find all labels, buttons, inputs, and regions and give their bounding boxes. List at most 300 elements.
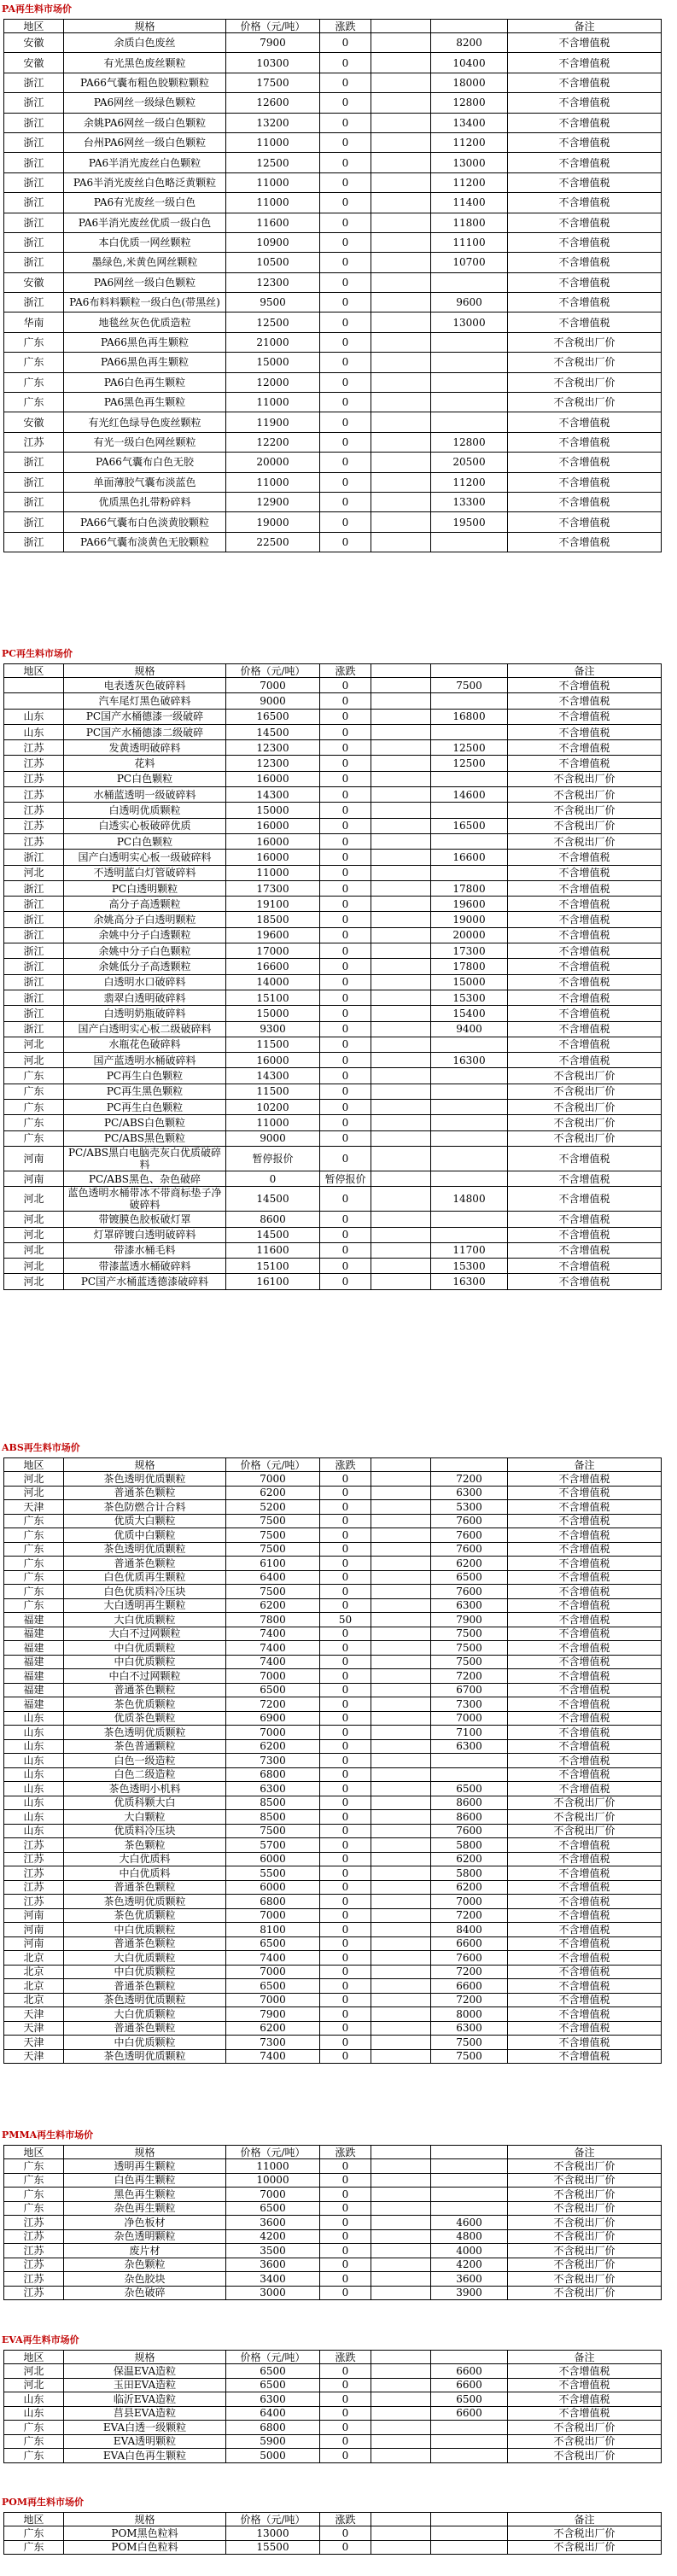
cell-gap (371, 1683, 431, 1697)
cell-change: 0 (320, 1697, 371, 1712)
cell-change: 0 (320, 927, 371, 943)
header-gap (371, 664, 431, 678)
table-row (4, 1187, 662, 1212)
cell-spec: 优质科颗大白 (64, 1796, 226, 1810)
cell-gap (371, 1697, 431, 1712)
cell-gap (371, 1068, 431, 1084)
cell-range-high: 20000 (431, 927, 508, 943)
cell-note: 不含增值税 (508, 1037, 662, 1052)
price-table (3, 2145, 662, 2300)
cell-change: 0 (320, 709, 371, 724)
table-row (4, 1472, 662, 1487)
cell-note: 不含增值税 (508, 897, 662, 912)
cell-region: 福建 (4, 1655, 64, 1669)
cell-spec: 白色再生颗粒 (64, 2173, 226, 2188)
cell-spec: 蓝色透明水桶带冰不带商标垫子净破碎料 (64, 1187, 226, 1212)
table-header-row (4, 20, 662, 33)
cell-range-high: 12500 (431, 756, 508, 771)
header-region: 地区 (4, 2513, 64, 2526)
cell-change: 0 (320, 1669, 371, 1684)
cell-gap (371, 1711, 431, 1726)
header-note: 备注 (508, 2146, 662, 2159)
cell-change: 0 (320, 693, 371, 709)
cell-price: 12600 (226, 93, 320, 113)
cell-change: 0 (320, 1227, 371, 1242)
price-table (3, 19, 662, 552)
cell-spec: 国产白透明实心板一级破碎料 (64, 850, 226, 865)
cell-range-high: 7300 (431, 1697, 508, 1712)
cell-range-high (431, 532, 508, 552)
cell-range-high (431, 1767, 508, 1782)
cell-spec: 水桶蓝透明一级破碎料 (64, 787, 226, 803)
table-row (4, 2159, 662, 2174)
cell-region: 江苏 (4, 2229, 64, 2244)
cell-change: 0 (320, 1923, 371, 1937)
cell-price: 12000 (226, 372, 320, 392)
cell-region: 北京 (4, 1951, 64, 1966)
cell-range-high (431, 1227, 508, 1242)
table-row (4, 33, 662, 53)
cell-gap (371, 833, 431, 849)
cell-range-high: 11200 (431, 472, 508, 492)
cell-note: 不含增值税 (508, 912, 662, 927)
cell-note: 不含增值税 (508, 943, 662, 959)
cell-spec: 茶色透明优质颗粒 (64, 2049, 226, 2064)
cell-range-high: 15000 (431, 974, 508, 990)
header-price: 价格（元/吨） (226, 1458, 320, 1472)
cell-range-high (431, 332, 508, 352)
cell-range-high: 7100 (431, 1726, 508, 1740)
cell-note: 不含增值税 (508, 472, 662, 492)
cell-gap (371, 272, 431, 292)
cell-note: 不含增值税 (508, 272, 662, 292)
cell-spec: 透明再生颗粒 (64, 2159, 226, 2174)
cell-spec: PC国产水桶德漆一级破碎 (64, 709, 226, 724)
cell-spec: 大白优质料 (64, 1852, 226, 1866)
table-row (4, 2421, 662, 2435)
cell-price: 19000 (226, 512, 320, 532)
cell-range-high: 7000 (431, 1711, 508, 1726)
cell-gap (371, 2272, 431, 2287)
cell-region: 江苏 (4, 787, 64, 803)
cell-change: 0 (320, 678, 371, 693)
cell-region: 浙江 (4, 293, 64, 313)
cell-price: 7500 (226, 1542, 320, 1557)
cell-change: 0 (320, 2258, 371, 2272)
cell-gap (371, 740, 431, 756)
cell-note: 不含增值税 (508, 512, 662, 532)
cell-note: 不含增值税 (508, 1923, 662, 1937)
cell-price: 3600 (226, 2216, 320, 2230)
cell-range-high: 8400 (431, 1923, 508, 1937)
table-row (4, 1838, 662, 1853)
cell-price: 14300 (226, 787, 320, 803)
cell-region: 北京 (4, 1979, 64, 1994)
cell-gap (371, 1274, 431, 1289)
cell-gap (371, 2049, 431, 2064)
cell-price: 21000 (226, 332, 320, 352)
cell-spec: 余姚中分子白透颗粒 (64, 927, 226, 943)
table-row (4, 153, 662, 172)
cell-note: 不含税出厂价 (508, 2286, 662, 2300)
cell-range-high: 12800 (431, 432, 508, 452)
cell-region: 浙江 (4, 253, 64, 272)
cell-change: 0 (320, 1472, 371, 1487)
cell-change: 0 (320, 153, 371, 172)
cell-gap (371, 1951, 431, 1966)
cell-change: 0 (320, 740, 371, 756)
cell-change: 0 (320, 1726, 371, 1740)
cell-range-high: 16600 (431, 850, 508, 865)
cell-gap (371, 1171, 431, 1186)
cell-change: 0 (320, 1641, 371, 1656)
cell-region: 河南 (4, 1923, 64, 1937)
cell-note: 不含增值税 (508, 1641, 662, 1656)
cell-change: 0 (320, 2173, 371, 2188)
cell-change: 0 (320, 33, 371, 53)
cell-gap (371, 2021, 431, 2036)
cell-gap (371, 1242, 431, 1258)
cell-note: 不含增值税 (508, 1613, 662, 1627)
header-region: 地区 (4, 2351, 64, 2364)
cell-spec: 余姚中分子白色颗粒 (64, 943, 226, 959)
cell-spec: PA66气囊布粗色胶颗粒颗粒 (64, 73, 226, 92)
table-row (4, 1697, 662, 1712)
cell-range-high: 7600 (431, 1514, 508, 1528)
table-row (4, 1979, 662, 1994)
header-note: 备注 (508, 20, 662, 33)
table-row (4, 833, 662, 849)
table-row (4, 959, 662, 974)
cell-note: 不含增值税 (508, 33, 662, 53)
cell-range-high: 10700 (431, 253, 508, 272)
cell-note: 不含增值税 (508, 1542, 662, 1557)
cell-spec: PC再生白色颗粒 (64, 1068, 226, 1084)
cell-gap (371, 850, 431, 865)
cell-price: 16000 (226, 833, 320, 849)
cell-gap (371, 1979, 431, 1994)
table-row (4, 1824, 662, 1838)
cell-note: 不含增值税 (508, 1782, 662, 1796)
table-row (4, 1100, 662, 1115)
cell-note: 不含增值税 (508, 1514, 662, 1528)
cell-range-high: 6300 (431, 1486, 508, 1500)
cell-region: 浙江 (4, 959, 64, 974)
cell-gap (371, 293, 431, 313)
cell-range-high: 17300 (431, 943, 508, 959)
cell-range-high: 13300 (431, 492, 508, 511)
cell-gap (371, 1053, 431, 1068)
cell-range-high: 7600 (431, 1528, 508, 1543)
cell-range-high: 15400 (431, 1006, 508, 1021)
cell-note: 不含增值税 (508, 1528, 662, 1543)
table-row (4, 740, 662, 756)
cell-range-high (431, 1146, 508, 1171)
cell-price: 11000 (226, 865, 320, 880)
cell-spec: 白透明水口破碎料 (64, 974, 226, 990)
cell-range-high (431, 393, 508, 412)
cell-price: 9300 (226, 1021, 320, 1037)
cell-region: 河北 (4, 1212, 64, 1227)
cell-gap (371, 1486, 431, 1500)
cell-change: 0 (320, 1965, 371, 1979)
cell-gap (371, 678, 431, 693)
cell-gap (371, 803, 431, 818)
cell-spec: 大白优质颗粒 (64, 1613, 226, 1627)
cell-price: 6200 (226, 1486, 320, 1500)
cell-spec: 翡翠白透明破碎料 (64, 990, 226, 1005)
cell-change: 0 (320, 787, 371, 803)
table-row (4, 272, 662, 292)
cell-region: 浙江 (4, 1006, 64, 1021)
header-note: 备注 (508, 2351, 662, 2364)
cell-range-high: 7200 (431, 1669, 508, 1684)
cell-gap (371, 1824, 431, 1838)
cell-spec: PA6布料料颗粒一级白色(带黑丝) (64, 293, 226, 313)
cell-note: 不含税出厂价 (508, 1100, 662, 1115)
cell-price: 7300 (226, 1754, 320, 1768)
cell-spec: 茶色透明优质颗粒 (64, 1895, 226, 1909)
cell-gap (371, 865, 431, 880)
cell-region: 江苏 (4, 803, 64, 818)
table-row (4, 172, 662, 192)
cell-region: 浙江 (4, 93, 64, 113)
cell-note: 不含增值税 (508, 432, 662, 452)
cell-region: 河北 (4, 865, 64, 880)
cell-region: 天津 (4, 1500, 64, 1515)
cell-region: 浙江 (4, 897, 64, 912)
cell-note: 不含增值税 (508, 959, 662, 974)
cell-change: 0 (320, 1796, 371, 1810)
cell-range-high: 4200 (431, 2258, 508, 2272)
cell-price: 10300 (226, 53, 320, 73)
cell-spec: 高分子高透颗粒 (64, 897, 226, 912)
cell-change: 0 (320, 880, 371, 896)
cell-gap (371, 2392, 431, 2407)
cell-price: 7400 (226, 1627, 320, 1641)
cell-price: 19600 (226, 927, 320, 943)
cell-range-high: 7600 (431, 1824, 508, 1838)
cell-change: 0 (320, 2406, 371, 2421)
cell-spec: PA6半消光废丝优质一级白色 (64, 213, 226, 232)
cell-price: 7300 (226, 2036, 320, 2050)
cell-spec: 带漆水桶毛料 (64, 1242, 226, 1258)
table-row (4, 1655, 662, 1669)
cell-gap (371, 532, 431, 552)
cell-change: 0 (320, 272, 371, 292)
cell-change: 0 (320, 393, 371, 412)
cell-gap (371, 2188, 431, 2202)
header-gap (371, 2513, 431, 2526)
cell-note: 不含增值税 (508, 1908, 662, 1923)
header-region: 地区 (4, 1458, 64, 1472)
cell-note: 不含增值税 (508, 412, 662, 432)
cell-spec: 净色板材 (64, 2216, 226, 2230)
price-section (0, 2493, 677, 2555)
cell-change: 0 (320, 1542, 371, 1557)
cell-region: 浙江 (4, 850, 64, 865)
cell-price: 7400 (226, 1641, 320, 1656)
cell-range-high: 8000 (431, 2007, 508, 2022)
cell-price: 7800 (226, 1613, 320, 1627)
table-row (4, 1500, 662, 1515)
cell-spec: PC白色颗粒 (64, 771, 226, 786)
cell-gap (371, 787, 431, 803)
cell-region: 广东 (4, 2421, 64, 2435)
cell-price: 22500 (226, 532, 320, 552)
table-row (4, 2364, 662, 2379)
cell-change: 0 (320, 1570, 371, 1585)
table-row (4, 787, 662, 803)
cell-price: 6500 (226, 1936, 320, 1951)
cell-region: 山东 (4, 2392, 64, 2407)
cell-range-high: 3600 (431, 2272, 508, 2287)
cell-price: 7500 (226, 1514, 320, 1528)
cell-change: 0 (320, 1711, 371, 1726)
cell-change: 0 (320, 293, 371, 313)
cell-region: 福建 (4, 1697, 64, 1712)
cell-price: 14300 (226, 1068, 320, 1084)
cell-gap (371, 1598, 431, 1613)
cell-gap (371, 1782, 431, 1796)
cell-price: 7000 (226, 1472, 320, 1487)
cell-note: 不含增值税 (508, 1880, 662, 1895)
table-row (4, 1598, 662, 1613)
cell-spec: 杂色颗粒 (64, 2258, 226, 2272)
cell-gap (371, 943, 431, 959)
cell-price: 15000 (226, 803, 320, 818)
cell-range-high: 12800 (431, 93, 508, 113)
cell-price: 7400 (226, 2049, 320, 2064)
table-header-row (4, 1458, 662, 1472)
cell-spec: 中白优质颗粒 (64, 1923, 226, 1937)
cell-note: 不含税出厂价 (508, 2216, 662, 2230)
cell-change: 0 (320, 1852, 371, 1866)
cell-note: 不含增值税 (508, 1951, 662, 1966)
cell-region: 华南 (4, 313, 64, 332)
cell-region: 河北 (4, 2378, 64, 2392)
table-row (4, 2526, 662, 2541)
cell-note: 不含增值税 (508, 1838, 662, 1853)
price-section (0, 1439, 677, 2064)
cell-price: 暂停报价 (226, 1146, 320, 1171)
table-row (4, 1274, 662, 1289)
cell-gap (371, 1500, 431, 1515)
cell-region: 广东 (4, 1570, 64, 1585)
cell-change: 0 (320, 771, 371, 786)
cell-note: 不含增值税 (508, 1053, 662, 1068)
cell-range-high: 5800 (431, 1838, 508, 1853)
header-spec: 规格 (64, 20, 226, 33)
cell-region: 浙江 (4, 974, 64, 990)
cell-price: 14500 (226, 1227, 320, 1242)
cell-change: 0 (320, 73, 371, 92)
table-row (4, 412, 662, 432)
cell-range-high: 11400 (431, 193, 508, 213)
cell-range-high: 10400 (431, 53, 508, 73)
table-row (4, 2540, 662, 2555)
cell-spec: 普通茶色颗粒 (64, 1557, 226, 1571)
cell-spec: EVA透明颗粒 (64, 2434, 226, 2449)
cell-range-high: 7500 (431, 2049, 508, 2064)
cell-change: 0 (320, 1053, 371, 1068)
cell-note: 不含增值税 (508, 2364, 662, 2379)
cell-price: 4200 (226, 2229, 320, 2244)
cell-region: 广东 (4, 1084, 64, 1099)
cell-spec: EVA白色再生颗粒 (64, 2449, 226, 2463)
cell-price: 11000 (226, 193, 320, 213)
cell-gap (371, 193, 431, 213)
table-row (4, 193, 662, 213)
cell-gap (371, 412, 431, 432)
cell-note: 不含增值税 (508, 1739, 662, 1754)
table-row (4, 2406, 662, 2421)
cell-spec: 余姚低分子高透颗粒 (64, 959, 226, 974)
price-table (3, 2350, 662, 2463)
cell-price: 12300 (226, 272, 320, 292)
cell-spec: PA6半消光废丝白色颗粒 (64, 153, 226, 172)
cell-region: 浙江 (4, 453, 64, 472)
cell-range-high: 7500 (431, 1655, 508, 1669)
cell-price: 11000 (226, 472, 320, 492)
cell-spec: 汽车尾灯黑色破碎料 (64, 693, 226, 709)
cell-price: 3600 (226, 2258, 320, 2272)
cell-range-high: 11100 (431, 232, 508, 252)
cell-region: 浙江 (4, 1021, 64, 1037)
cell-note: 不含税出厂价 (508, 1068, 662, 1084)
cell-region: 广东 (4, 2159, 64, 2174)
table-row (4, 1146, 662, 1171)
cell-range-high (431, 2526, 508, 2541)
header-note: 备注 (508, 664, 662, 678)
cell-note: 不含增值税 (508, 2392, 662, 2407)
cell-change: 0 (320, 2392, 371, 2407)
cell-range-high (431, 1100, 508, 1115)
cell-gap (371, 1965, 431, 1979)
table-row (4, 1570, 662, 1585)
cell-note: 不含增值税 (508, 532, 662, 552)
table-row (4, 990, 662, 1005)
cell-gap (371, 2421, 431, 2435)
cell-spec: PC再生黑色颗粒 (64, 1084, 226, 1099)
cell-note: 不含增值税 (508, 927, 662, 943)
cell-note: 不含税出厂价 (508, 372, 662, 392)
cell-region: 广东 (4, 1100, 64, 1115)
table-row (4, 724, 662, 739)
table-row (4, 2007, 662, 2022)
cell-region: 安徽 (4, 53, 64, 73)
table-row (4, 818, 662, 833)
cell-change: 0 (320, 113, 371, 132)
cell-range-high (431, 724, 508, 739)
cell-region: 浙江 (4, 927, 64, 943)
cell-gap (371, 2540, 431, 2555)
table-row (4, 2286, 662, 2300)
cell-spec: 带漆蓝透水桶破碎料 (64, 1259, 226, 1274)
cell-gap (371, 1880, 431, 1895)
header-price: 价格（元/吨） (226, 2146, 320, 2159)
cell-note: 不含税出厂价 (508, 2421, 662, 2435)
cell-range-high (431, 2434, 508, 2449)
cell-change: 0 (320, 2007, 371, 2022)
table-row (4, 432, 662, 452)
cell-region: 浙江 (4, 113, 64, 132)
table-row (4, 1084, 662, 1099)
cell-spec: PC白透明颗粒 (64, 880, 226, 896)
table-row (4, 73, 662, 92)
cell-price: 8600 (226, 1212, 320, 1227)
cell-spec: 临沂EVA造粒 (64, 2392, 226, 2407)
